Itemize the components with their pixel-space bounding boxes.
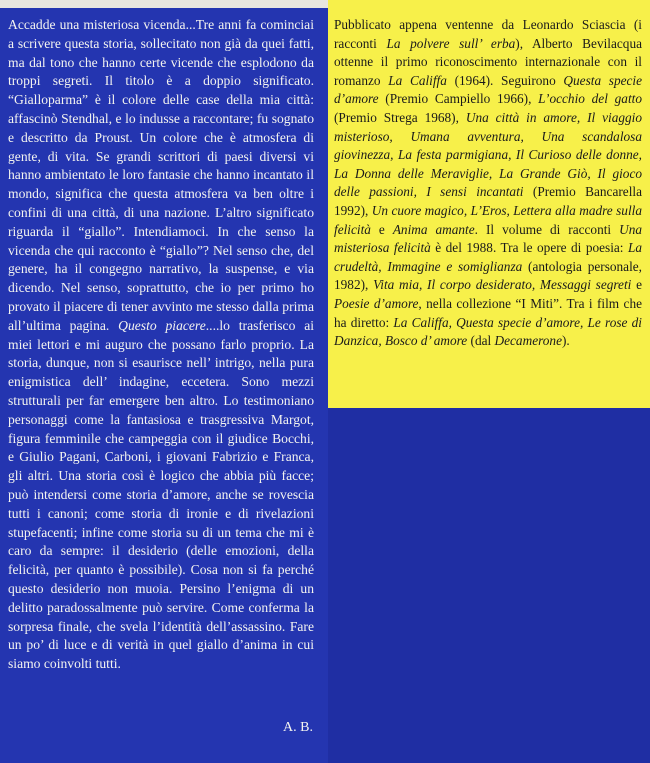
bio-title: La crudeltà, Immagine e somiglianza: [334, 240, 643, 274]
blurb-part-2: ....lo trasferisco ai miei lettori e mi auguro che possano farlo proprio. La storia, dunque, non si esaurisce nell’ intrigo, nella pura enigmistica dell’ indagine, eccetera. Sono mezzi strutturali per far emergere ben altro. Lo testimoniano personaggi come la fantasiosa e trasgressiva Margot, figura femminile che campeggia con il giudice Bocchi, e Giulio Pagani, Carboni, i giovani Fabrizio e Franca, gli altri. Una storia così è logico che abbia più facce; può intendersi come storia d’amore, anche se rovescia tutti i canoni; come storia di ironie e di rivelazioni stupefacenti; infine come storia su di un tema che mi è caro da sempre: il desiderio (delle emozioni, della felicità, per quanto è possibile). Cosa non si fa perché questo desiderio non muoia. Persino l’enigma di un delitto paradossalmente può servire. Come conferma la sorpresa finale, che svela l’identità dell’assassino. Fare un po’ di luce e di verità in quel giallo d’anima in cui siamo coinvolti tutti.: [8, 317, 315, 672]
bio-text: (dal: [467, 333, 495, 349]
bio-text: (1964). Seguirono: [446, 72, 564, 88]
bio-text: ), Alberto Bevilacqua ottenne il primo riconoscimento internazionale con il romanzo: [334, 35, 642, 88]
bio-title: Vita mia, Il corpo desiderato, Messaggi segreti: [373, 277, 632, 293]
bio-title: Questa specie d’amore: [334, 72, 643, 107]
bio-text: (Premio Strega 1968),: [334, 109, 466, 125]
bio-text: è del 1988. Tra le opere di poesia:: [430, 240, 628, 256]
bio-text: (antologia personale, 1982),: [334, 258, 642, 293]
bio-title: L’occhio del gatto: [538, 91, 642, 107]
bio-text: ).: [561, 333, 570, 349]
bio-title: La polvere sull’ erba: [386, 35, 516, 51]
bio-title: Un cuore magico, L’Eros, Lettera alla madre sulla felicità: [334, 202, 642, 237]
bio-text: . Il volume di racconti: [474, 221, 620, 237]
bio-text: Pubblicato appena ventenne da Leonardo Sciascia (i racconti: [334, 17, 642, 51]
bio-text: (Premio Bancarella 1992),: [334, 184, 642, 218]
blurb-text: [8, 16, 314, 674]
bio-title: La Califfa, Questa specie d’amore, Le rose di Danzica, Bosco d’ amore: [334, 314, 643, 349]
bio-title: Una città in amore, Il viaggio misterioso, Umana avventura, Una scandalosa giovinezza, La festa parmigiana, Il Curioso delle donne, La Donna delle Meraviglie, La Grande Giò, Il gioco delle passioni, I sensi incantati: [334, 109, 642, 200]
blurb-part-1: Accadde una misteriosa vicenda...Tre anni fa cominciai a scrivere questa storia, sollecitato non già da quei fatti, ma dal tono che hanno certe vicende che esplodono da troppi segreti. Il titolo è a doppio significato. “Gialloparma” è il colore delle case della mia città: affascinò Stendhal, e lo indusse a raccontare; fu sognato e descritto da Proust. Un colore che è atmosfera di gente, di vita. Se grandi scrittori di paesi diversi vi hanno ambientato le loro fantasie che hanno incantato il mondo, significa che questa atmosfera va ben oltre i confini di una città, di una nazione. L’altro significato riguarda il “giallo”. Intendiamoci. In che senso la vicenda che qui racconto è “giallo”? Nel senso che, del genere, ha il congegno narrativo, la suspense, e via dicendo. Nel senso, soprattutto, che io per primo ho provato il piacere di tener avvinto me stesso dalla prima all’ultima pagina.: [8, 17, 314, 333]
bio-title: Una misteriosa felicità: [334, 221, 642, 256]
bio-title: Decamerone: [494, 333, 562, 349]
bio-text: e: [631, 277, 642, 293]
biography-text: [334, 16, 642, 351]
blurb-italic: Questo piacere: [118, 317, 206, 333]
bio-title: Anima amante: [392, 221, 475, 237]
bio-text: , nella collezione “I Miti”. Tra i film che ha diretto:: [334, 295, 643, 330]
bio-text: e: [370, 221, 393, 237]
bio-title: La Califfa: [388, 72, 447, 88]
bio-text: (Premio Campiello 1966),: [378, 91, 539, 107]
bio-title: Poesie d’amore: [334, 295, 419, 311]
author-initials: A. B.: [283, 720, 313, 735]
